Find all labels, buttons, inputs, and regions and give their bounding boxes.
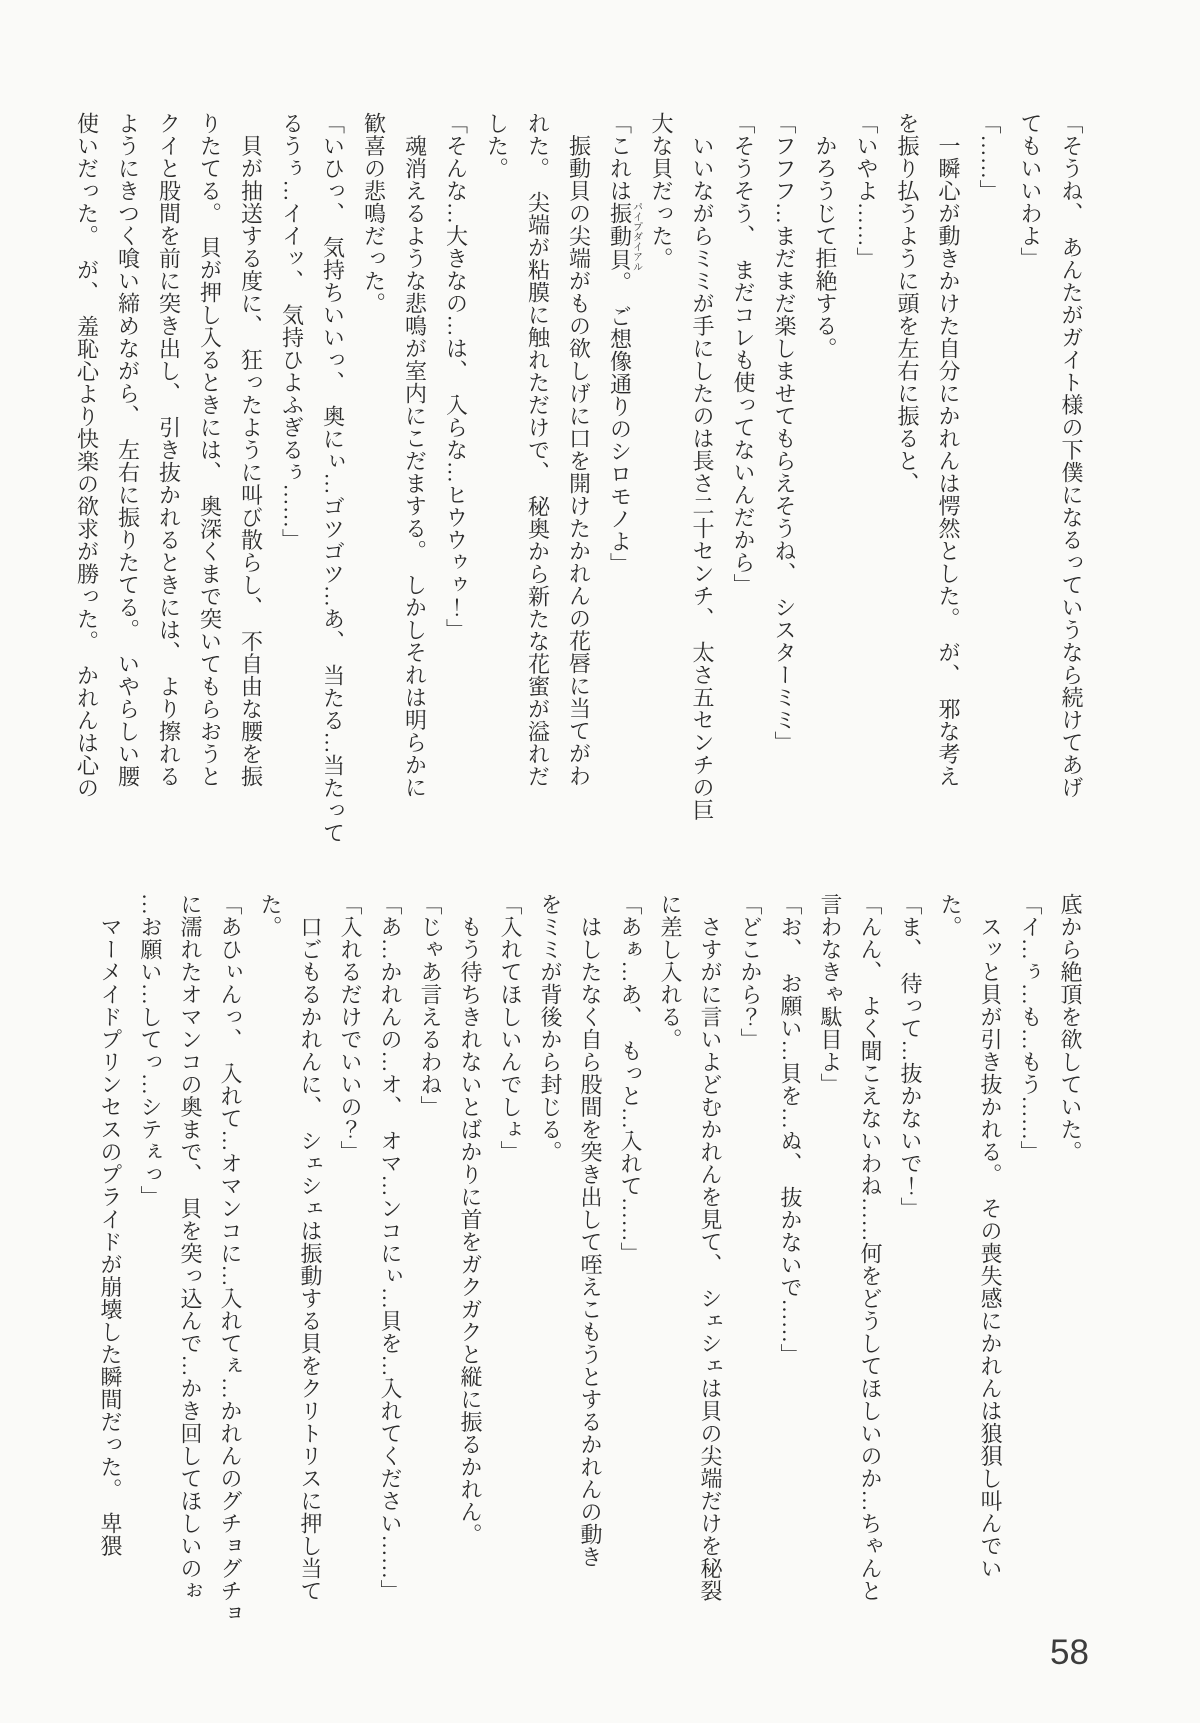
text-line: …お願い…してっ…シテぇっ」 [138, 893, 163, 1208]
text-line: 「フフフ…まだまだ楽しませてもらえそうね、 シスターミミ」 [772, 112, 797, 754]
text-line: 「入れてほしいんでしょ」 [498, 893, 523, 1163]
text-line: 「どこから？」 [738, 893, 763, 1051]
ruby-annotated-word: 振動貝パイプダイアル [607, 201, 642, 272]
text-line: 大な貝だった。 [649, 112, 674, 270]
text-line: 「いひっ、 気持ちいいっ、 奥にぃ…ゴツゴツ…あ、 当たる…当たって [320, 112, 346, 844]
text-line: 貝が抽送する度に、 狂ったように叫び散らし、 不自由な腰を振 [238, 112, 264, 788]
text-line: かろうじて拒絶する。 [813, 112, 838, 360]
text-line: た。 [258, 893, 283, 938]
text-line: 「これは振動貝パイプダイアル。 ご想像通りのシロモノよ」 [607, 112, 642, 576]
page-number: 58 [1050, 1633, 1089, 1672]
text-line: 「そんな…大きなの…は、 入らな…ヒウウゥゥ！」 [443, 112, 469, 641]
ruby-reading: パイプダイアル [630, 201, 642, 272]
text-line: 魂消えるような悲鳴が室内にこだまする。 しかしそれは明らかに [402, 112, 428, 799]
text-line: もう待ちきれないとばかりに首をガクガクと縦に振るかれん。 [458, 893, 483, 1546]
text-line: 「そうね、 あんたがガイト様の下僕になるっていうなら続けてあげ [1059, 112, 1084, 799]
text-line: 使いだった。 が、 羞恥心より快楽の欲求が勝った。 かれんは心の [74, 112, 100, 799]
text-line: 一瞬心が動きかけた自分にかれんは愕然とした。 が、 邪な考え [936, 112, 961, 788]
text-line: ようにきつく喰い締めながら、 左右に振りたてる。 いやらしい腰 [115, 112, 141, 788]
text-line: をミミが背後から封じる。 [538, 893, 563, 1163]
text-line: 言わなきゃ駄目よ」 [818, 893, 843, 1096]
text-line: 「んん、 よく聞こえないわね……何をどうしてほしいのか…ちゃんと [858, 893, 883, 1602]
text-line: さすがに言いよどむかれんを見て、 シェシェは貝の尖端だけを秘裂 [698, 893, 723, 1602]
text-line: を振り払うように頭を左右に振ると、 [895, 112, 920, 495]
text-line: スッと貝が引き抜かれる。 その喪失感にかれんは狼狽し叫んでい [978, 893, 1003, 1580]
text-line: 「いやよ……」 [854, 112, 879, 270]
text-line: れた。 尖端が粘膜に触れただけで、 秘奥から新たな花蜜が溢れだ [525, 112, 551, 788]
text-line: に濡れたオマンコの奥まで、 貝を突っ込んで…かき回してほしいのぉ [178, 893, 203, 1602]
text-line: るうぅ…イイッ、 気持ひよふぎるぅ……」 [279, 112, 305, 551]
text-line: 「そうそう、 まだコレも使ってないんだから」 [731, 112, 756, 596]
text-line: りたてる。 貝が押し入るときには、 奥深くまで突いてもらおうと [197, 112, 223, 788]
text-line: 「じゃあ言えるわね」 [418, 893, 443, 1118]
text-line: 「イ…ぅ…も…もう……」 [1018, 893, 1043, 1163]
text-line: 「あぁ…あ、 もっと…入れて……」 [618, 893, 643, 1265]
text-line: 「……」 [977, 112, 1002, 202]
vertical-text-block-upper [66, 112, 1092, 864]
text-line: 口ごもるかれんに、 シェシェは振動する貝をクリトリスに押し当て [298, 893, 323, 1602]
text-line: 「入れるだけでいいの？」 [338, 893, 363, 1163]
text-line: に差し入れる。 [658, 893, 683, 1051]
text-line: 「ま、 待って…抜かないで！」 [898, 893, 923, 1220]
text-line: 「あひぃんっ、 入れて…オマンコに…入れてぇ…かれんのグチョグチョ [218, 893, 243, 1625]
text-line: 「あ…かれんの…オ、 オマ…ンコにぃ…貝を…入れてください……」 [378, 893, 403, 1602]
text-line: た。 [938, 893, 963, 938]
text-line: 「お、 お願い…貝を…ぬ、 抜かないで……」 [778, 893, 803, 1366]
text-line: いいながらミミが手にしたのは長さ二十センチ、 太さ五センチの巨 [690, 112, 715, 821]
text-line: 底から絶頂を欲していた。 [1058, 893, 1083, 1163]
text-line: クイと股間を前に突き出し、 引き抜かれるときには、 より擦れる [156, 112, 182, 788]
text-line: てもいいわよ」 [1018, 112, 1043, 270]
text-line: 振動貝の尖端がもの欲しげに口を開けたかれんの花唇に当てがわ [566, 112, 592, 787]
text-line: 歓喜の悲鳴だった。 [361, 112, 387, 315]
text-line: マーメイドプリンセスのプライドが崩壊した瞬間だった。 卑猥 [98, 893, 123, 1557]
text-line: はしたなく自ら股間を突き出して咥えこもうとするかれんの動き [578, 893, 603, 1568]
text-line: した。 [484, 112, 510, 180]
vertical-text-block-lower [88, 893, 1090, 1623]
